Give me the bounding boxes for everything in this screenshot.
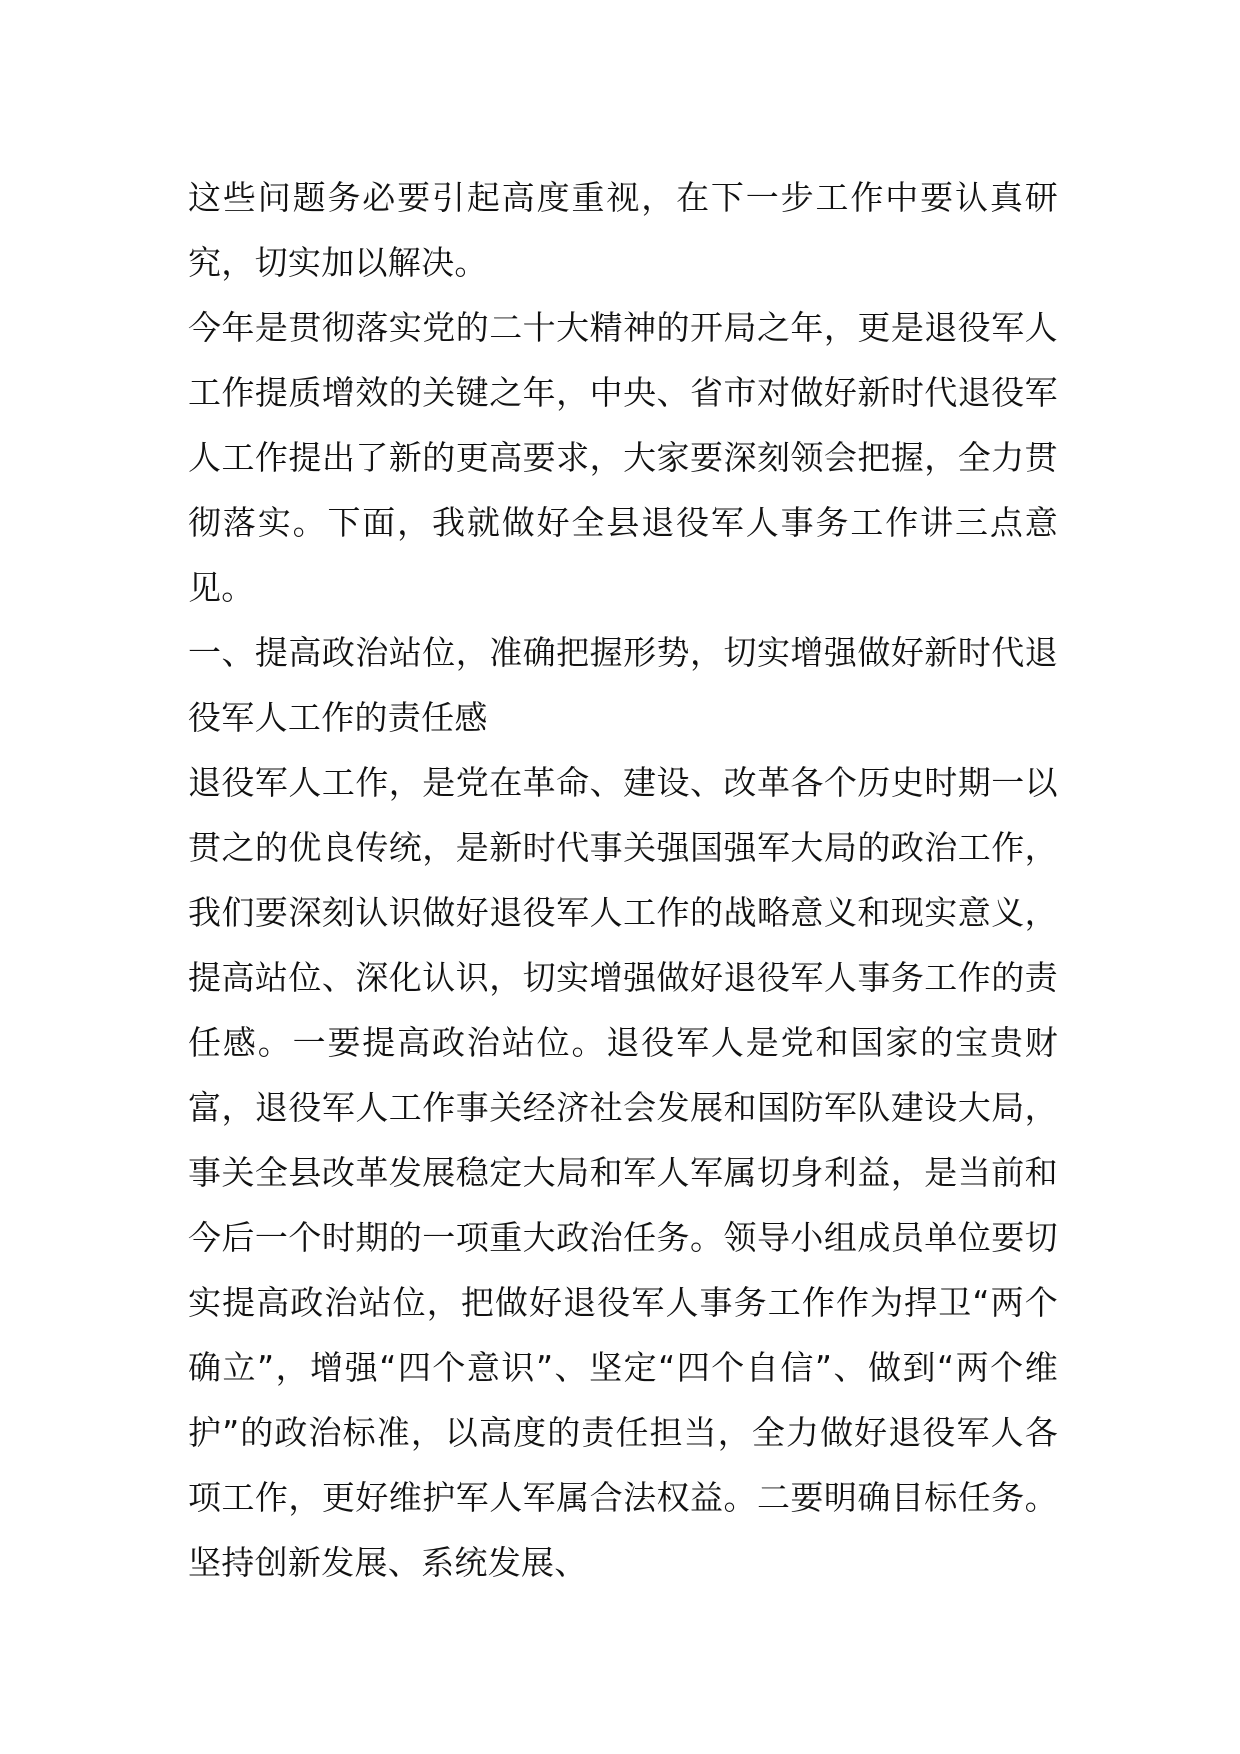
paragraph-continuation: 这些问题务必要引起高度重视，在下一步工作中要认真研究，切实加以解决。: [188, 178, 1058, 282]
section-heading-1: 一、提高政治站位，准确把握形势，切实增强做好新时代退役军人工作的责任感: [188, 633, 1058, 737]
document-body: [188, 165, 1058, 1595]
paragraph-section-1-body: 退役军人工作，是党在革命、建设、改革各个历史时期一以贯之的优良传统，是新时代事关强国强军大局的政治工作，我们要深刻认识做好退役军人工作的战略意义和现实意义，提高站位、深化认识，切实增强做好退役军人事务工作的责任感。一要提高政治站位。退役军人是党和国家的宝贵财富，退役军人工作事关经济社会发展和国防军队建设大局，事关全县改革发展稳定大局和军人军属切身利益，是当前和今后一个时期的一项重大政治任务。领导小组成员单位要切实提高政治站位，把做好退役军人事务工作作为捍卫“两个确立”，增强“四个意识”、坚定“四个自信”、做到“两个维护”的政治标准，以高度的责任担当，全力做好退役军人各项工作，更好维护军人军属合法权益。二要明确目标任务。坚持创新发展、系统发展、: [188, 763, 1058, 1582]
paragraph-intro: 今年是贯彻落实党的二十大精神的开局之年，更是退役军人工作提质增效的关键之年，中央、省市对做好新时代退役军人工作提出了新的更高要求，大家要深刻领会把握，全力贯彻落实。下面，我就做好全县退役军人事务工作讲三点意见。: [188, 308, 1058, 607]
